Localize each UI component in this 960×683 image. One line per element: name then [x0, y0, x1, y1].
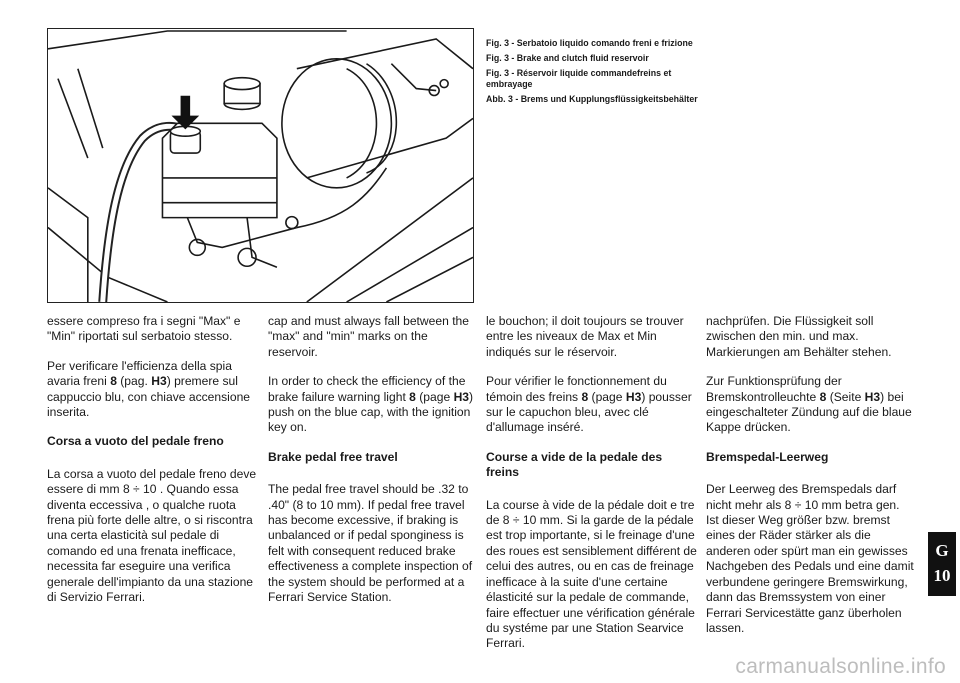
paragraph: Per verificare l'efficienza della spia avaria freni 8 (pag. H3) premere sul cappuccio blu, con chiave accensione inserita.: [47, 358, 251, 420]
section-tab-number: 10: [933, 566, 951, 585]
paragraph: essere compreso fra i segni "Max" e "Min" riportati sul serbatoio stesso.: [47, 314, 241, 344]
column-french: [486, 314, 698, 666]
column-german: [706, 314, 914, 650]
reservoir-drawing: [48, 29, 473, 302]
paragraph: cap and must always fall between the "max" and "min" marks on the reservoir.: [268, 314, 470, 359]
figure-captions: [486, 38, 716, 109]
paragraph: nachprüfen. Die Flüssigkeit soll zwischen den min. und max. Markierungen am Behälter stehen.: [706, 314, 892, 359]
paragraph: Pour vérifier le fonctionnement du témoin des freins 8 (page H3) pousser sur le capuchon bleu, avec clé d'allumage inséré.: [486, 374, 692, 435]
paragraph: La course à vide de la pédale doit e tre de 8 ÷ 10 mm. Si la garde de la pédale est trop importante, si le freinage d'une des roues est sensiblement différent de celui des autres, ou en cas de freinage inefficace à la suite d'une certaine élasticité sur la pedale de commande, faire effectuer une vérification générale du systéme par une Station Searvice Ferrari.: [486, 497, 697, 651]
paragraph: le bouchon; il doit toujours se trouver entre les niveaux de Max et Min indiqués sur le réservoir.: [486, 314, 684, 359]
section-heading: Corsa a vuoto del pedale freno: [47, 434, 224, 449]
paragraph: The pedal free travel should be .32 to .40" (8 to 10 mm). If pedal free travel has become excessive, if braking is unbalanced or if pedal sponginess is felt with consequent reduced brake effectiveness a complete inspection of the system should be performed at a Ferrari Service Station.: [268, 482, 473, 605]
paragraph: La corsa a vuoto del pedale freno deve essere di mm 8 ÷ 10 . Quando essa diventa eccessiva , o qualche ruota frena più forte delle altre, o si riscontra una certa elasticità sul pedale di comando ed una frenata inefficace, necessita far eseguire una verifica generale dell'impianto da una stazione di Servizio Ferrari.: [47, 466, 257, 605]
caption-fr: Fig. 3 - Réservoir liquide commandefreins et embrayage: [486, 68, 672, 89]
section-tab-letter: G: [935, 541, 949, 560]
column-italian: [47, 314, 259, 620]
caption-en: Fig. 3 - Brake and clutch fluid reservoir: [486, 53, 649, 63]
paragraph: In order to check the efficiency of the brake failure warning light 8 (page H3) push on the blue cap, with the ignition key on.: [268, 374, 474, 435]
paragraph: Zur Funktionsprüfung der Bremskontrolleuchte 8 (Seite H3) bei eingeschalteter Zündung auf die blaue Kappe drücken.: [706, 374, 912, 435]
section-heading: Brake pedal free travel: [268, 449, 398, 464]
section-heading: Bremspedal-Leerweg: [706, 449, 829, 464]
caption-it: Fig. 3 - Serbatoio liquido comando freni e frizione: [486, 38, 693, 48]
watermark: carmanualsonline.info: [735, 655, 946, 678]
section-tab: [928, 532, 956, 596]
column-english: [268, 314, 480, 620]
engine-bay-illustration: [47, 28, 474, 303]
caption-de: Abb. 3 - Brems und Kupplungsflüssigkeitsbehälter: [486, 94, 698, 104]
section-heading: Course a vide de la pedale des freins: [486, 449, 663, 480]
paragraph: Der Leerweg des Bremspedals darf nicht mehr als 8 ÷ 10 mm betra gen. Ist dieser Weg größer bzw. bremst eines der Räder stärker als die anderen oder spürt man ein gewisses Nachgeben des Pedals und eine damit verbundene geringere Bremswirkung, dann das Bremssystem von einer Ferrari Servicestätte ganz überholen lassen.: [706, 482, 914, 635]
